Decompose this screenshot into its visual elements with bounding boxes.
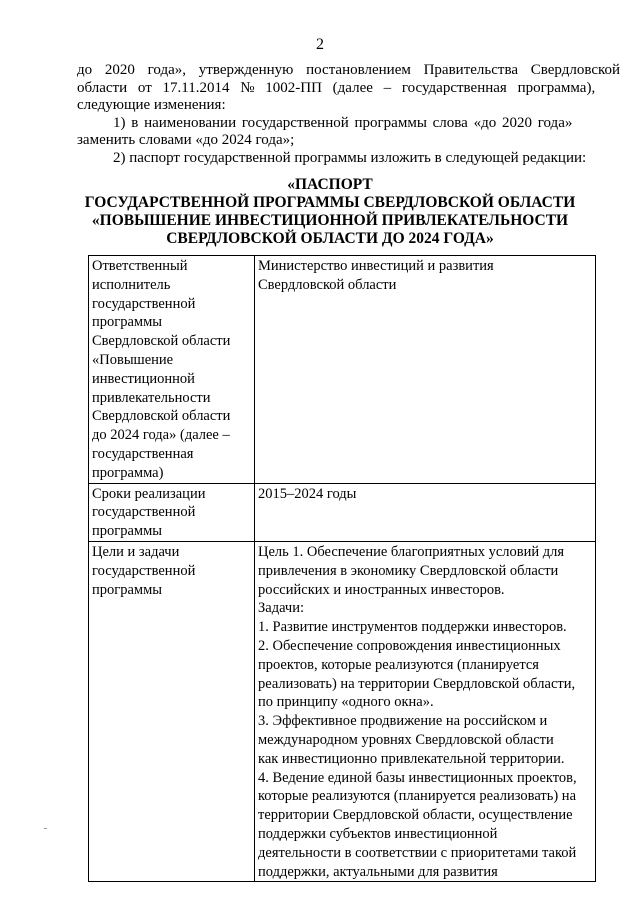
text-line: до 2020 года», утвержденную постановлением Правительства Свердловской [77,62,621,78]
cell-line: Ответственный [92,258,188,274]
cell-line: 3. Эффективное продвижение на российском и [258,713,548,730]
cell-line: поддержки субъектов инвестиционной [258,825,498,842]
cell-line: государственная [92,445,194,462]
cell-line: Сроки реализации [92,485,206,502]
row-label-cell [89,483,255,541]
cell-line: государственной [92,295,196,312]
passport-heading [60,176,600,248]
intro-paragraph [77,62,621,115]
cell-line: программы [92,523,162,540]
cell-line: исполнитель [92,276,171,293]
heading-line: «ПАСПОРТ [287,176,373,193]
cell-line: инвестиционной [92,370,195,387]
cell-line: поддержки, актуальными для развития [258,863,498,880]
cell-line: Цель 1. Обеспечение благоприятных условий для [258,543,565,560]
cell-line: международном уровнях Свердловской области [258,731,554,748]
intro-text [77,62,621,167]
row-value-cell [255,256,596,484]
heading-line: ГОСУДАРСТВЕННОЙ ПРОГРАММЫ СВЕРДЛОВСКОЙ ОБЛАСТИ [84,194,576,211]
text-line: 2) паспорт государственной программы изложить в следующей редакции: [113,149,587,166]
cell-line: привлечения в экономику Свердловской области [258,562,559,579]
cell-line: Свердловской области [92,333,231,350]
heading-line: СВЕРДЛОВСКОЙ ОБЛАСТИ ДО 2024 ГОДА» [166,230,494,247]
amendment-item-2 [77,149,587,168]
cell-line: российских и иностранных инвесторов. [258,581,505,598]
cell-line: государственной [92,504,196,521]
cell-line: как инвестиционно привлекательной территории. [258,750,565,767]
margin-mark [44,828,47,829]
page-number: 2 [316,36,324,53]
cell-line: 1. Развитие инструментов поддержки инвесторов. [258,619,567,636]
row-label-cell [89,256,255,484]
cell-line: государственной [92,562,196,579]
row-value-cell [255,541,596,881]
row-value-cell [255,483,596,541]
cell-line: деятельности в соответствии с приоритетами такой [258,844,577,861]
text-line: заменить словами «до 2024 года»; [77,132,295,148]
cell-line: привлекательности [92,389,211,406]
amendment-item-1 [77,115,583,150]
cell-line: Свердловской области [92,408,231,425]
cell-line: Задачи: [258,600,305,617]
cell-line: Министерство инвестиций и развития [258,258,494,274]
table-row-goals-and-tasks [89,541,596,881]
cell-line: проектов, которые реализуются (планируется [258,656,539,673]
cell-line: до 2024 года» (далее – [92,427,230,444]
cell-line: «Повышение [92,351,174,368]
cell-line: реализовать) на территории Свердловской области, [258,675,576,692]
text-line: 1) в наименовании государственной программы слова «до 2020 года» [113,114,573,131]
cell-line: по принципу «одного окна». [258,694,434,711]
cell-line: 2015–2024 годы [258,485,357,502]
cell-line: программы [92,581,162,598]
table-row-responsible-executor [89,256,596,484]
heading-line: «ПОВЫШЕНИЕ ИНВЕСТИЦИОННОЙ ПРИВЛЕКАТЕЛЬНОСТИ [91,212,569,229]
cell-line: 2. Обеспечение сопровождения инвестиционных [258,637,561,654]
table-row-implementation-period [89,483,596,541]
text-line: области от 17.11.2014 № 1002-ПП (далее – государственная программа), [77,79,596,96]
cell-line: 4. Ведение единой базы инвестиционных проектов, [258,769,577,786]
cell-line: Цели и задачи [92,543,180,560]
passport-table [88,255,596,882]
cell-line: которые реализуются (планируется реализовать) на [258,788,577,805]
cell-line: территории Свердловской области, осуществление [258,807,573,824]
cell-line: Свердловской области [258,276,397,293]
cell-line: программа) [92,464,164,481]
text-line: следующие изменения: [77,97,226,113]
row-label-cell [89,541,255,881]
cell-line: программы [92,314,162,331]
